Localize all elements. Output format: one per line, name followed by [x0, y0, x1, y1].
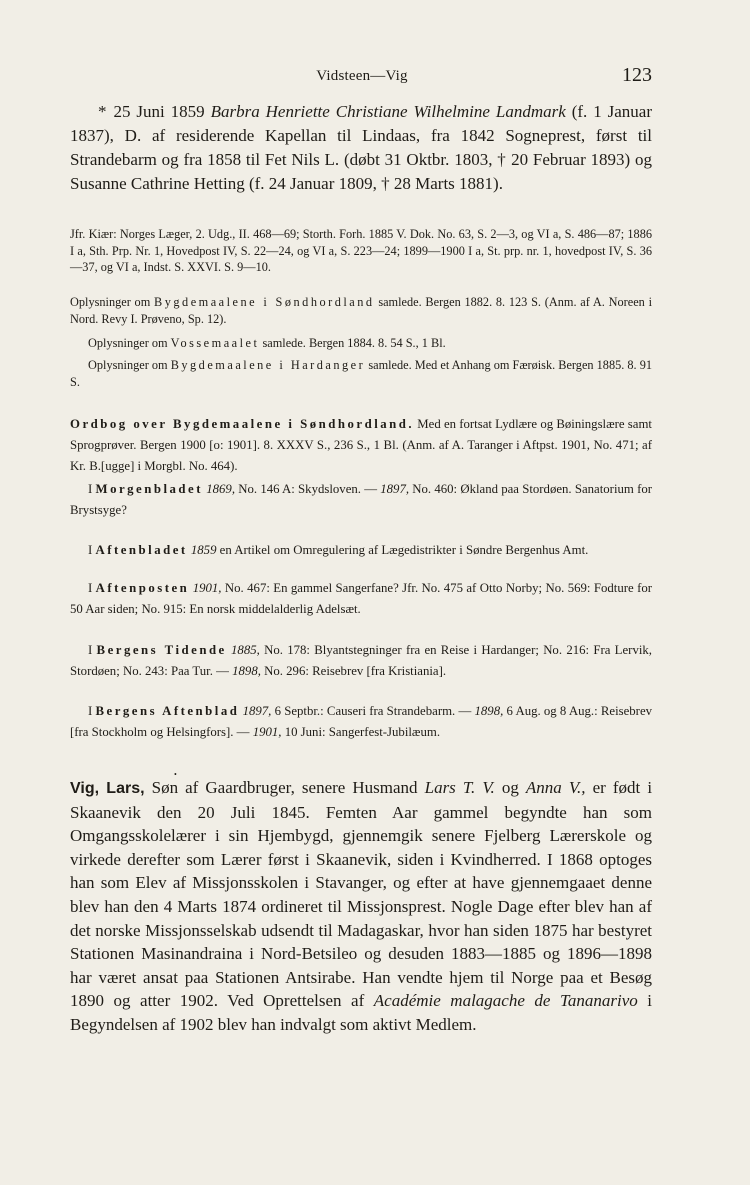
entry-name: Vig, Lars, [70, 780, 145, 797]
ref-spaced-title: Vossemaalet [170, 336, 260, 350]
ref-year: 1897, [242, 704, 272, 718]
ref-prefix: I [88, 482, 93, 496]
mother-name: Anna V., [525, 778, 586, 797]
ref-details: samlede. Med et Anhang om Færøisk. Bergen 1885. 8. 91 S. [70, 358, 652, 389]
ref-morgenbladet [70, 479, 652, 521]
ref-details: No. 467: En gammel Sangerfane? Jfr. No. 475 af Otto Norby; No. 569: Fodture for 50 Aar siden; No. 915: En norsk middelalderlig Adelsæt. [70, 581, 653, 616]
ref-year: 1898, [474, 704, 504, 718]
birth-marker: * [98, 102, 108, 121]
ref-details: No. 460: Økland paa Stordøen. Sanatorium for Brystsyge? [70, 482, 652, 517]
newspaper-name: Bergens Aftenblad [95, 704, 240, 718]
ref-details: 6 Septbr.: Causeri fra Strandebarm. — [274, 704, 472, 718]
ref-prefix: I [88, 543, 93, 557]
ref-details: 10 Juni: Sangerfest-Jubilæum. [284, 725, 441, 739]
ref-prefix: I [88, 643, 93, 657]
vidsteen-marriage-paragraph [70, 100, 652, 196]
birth-date: 25 Juni 1859 [113, 102, 205, 121]
page-header [72, 64, 652, 90]
ref-prefix: Oplysninger om [70, 295, 151, 309]
ref-year: 1897, [380, 482, 410, 496]
ref-prefix: Oplysninger om [88, 358, 168, 372]
ref-spaced-title: Bygdemaalene i Hardanger [170, 358, 366, 372]
running-title: Vidsteen—Vig [316, 68, 408, 84]
ref-details: samlede. Bergen 1884. 8. 54 S., 1 Bl. [262, 336, 446, 350]
ref-year: 1901, [192, 581, 222, 595]
ref-bergens-aftenblad [70, 701, 652, 743]
ref-prefix: Oplysninger om [88, 336, 168, 350]
newspaper-name: Bergens Tidende [96, 643, 227, 657]
wife-details: (f. 1 Januar 1837), D. af residerende Kapellan til Lindaas, fra 1842 Sogneprest, først til Strandebarm og fra 1858 til Fet Nils L. (døbt 31 Oktbr. 1803, † 20 Februar 1893) og Susanne Cathrine Hetting (f. 24 Januar 1809, † 28 Marts 1881). [70, 102, 653, 193]
ref-year: 1901, [252, 725, 282, 739]
newspaper-name: Morgenbladet [95, 482, 203, 496]
ref-oplysninger-1 [70, 294, 652, 327]
entry-text: i Begyndelsen af 1902 blev han indvalgt som aktivt Medlem. [70, 991, 652, 1034]
ref-year: 1859 [190, 543, 217, 557]
wife-name: Barbra Henriette Christiane Wilhelmine Landmark [210, 102, 566, 121]
ref-jfr: Jfr. Kiær: Norges Læger, 2. Udg., II. 468—69; Storth. Forh. 1885 V. Dok. No. 63, S. 2—3, og VI a, S. 486—87; 1886 I a, Sth. Prp. Nr. 1, Hovedpost IV, S. 22—24, og VI a, S. 223—24; 1899—1900 I a, St. prp. nr. 1, hovedpost IV, S. 36—37, og VI a, Indst. S. XXVI. S. 9—10. [70, 227, 652, 274]
separator-bullet: • [174, 770, 177, 779]
ref-details: samlede. Bergen 1882. 8. 123 S. (Anm. af A. Noreen i Nord. Revy I. Prøveno, Sp. 12). [70, 295, 652, 326]
newspaper-name: Aftenbladet [95, 543, 188, 557]
ref-prefix: I [88, 581, 93, 595]
ref-aftenbladet [70, 540, 652, 561]
ref-year: 1898, [232, 664, 261, 678]
ref-prefix: I [88, 704, 93, 718]
ref-details: en Artikel om Omregulering af Lægedistrikter i Søndre Bergenhus Amt. [219, 543, 589, 557]
ref-details: No. 178: Blyantstegninger fra en Reise i Hardanger; No. 216: Fra Lervik, Stordøen; No. 243: Paa Tur. — [70, 643, 652, 678]
ref-aftenposten [70, 578, 652, 620]
entry-text: er født i Skaanevik den 20 Juli 1845. Femten Aar gammel begyndte han som Omgangsskolelærer i sin Hjembygd, gjennemgik senere Fjelberg Lærerskole og virkede derefter som Lærer først i Skaanevik, siden i Kvindherred. I 1868 optoges han som Elev af Missjonsskolen i Stavanger, og efter at have gjennemgaaet denne blev han den 4 Marts 1874 ordineret til Missjonsprest. Nogle Dage efter blev han af det norske Missjonsselskab udsendt til Madagaskar, hvor han siden 1875 har bestyret Stationen Masinandraina i Nord-Betsileo og desuden 1883—1885 og 1896—1898 har været ansat paa Stationen Antsirabe. Han vendte hjem til Norge paa et Besøg 1890 og atter 1902. Ved Oprettelsen af [70, 778, 653, 1011]
father-name: Lars T. V. [424, 778, 495, 797]
vig-entry-paragraph [70, 776, 652, 1037]
newspaper-name: Aftenposten [95, 581, 190, 595]
ref-details: No. 146 A: Skydsloven. — [238, 482, 378, 496]
entry-text: og [501, 778, 519, 797]
entry-text: Søn af Gaardbruger, senere Husmand [151, 778, 418, 797]
ref-bergens-tidende [70, 640, 652, 682]
academy-name: Académie malagache de Tananarivo [373, 991, 638, 1011]
ref-year: 1885, [231, 643, 260, 657]
ref-details: 6 Aug. og 8 Aug.: Reisebrev [fra Stockholm og Helsingfors]. — [70, 704, 653, 739]
ref-details: Med en fortsat Lydlære og Bøiningslære samt Sprogprøver. Bergen 1900 [o: 1901]. 8. XXXV S., 236 S., 1 Bl. (Anm. af A. Taranger i Aftpst. 1901, No. 471; af Kr. B.[ugge] i Morgbl. No. 464). [70, 417, 652, 473]
ref-spaced-title: Bygdemaalene i Søndhordland [154, 295, 375, 309]
ref-ordbog [70, 414, 652, 477]
ref-oplysninger-2 [70, 335, 652, 352]
ref-oplysninger-3 [70, 357, 652, 390]
ref-spaced-title: Ordbog over Bygdemaalene i Søndhordland. [70, 417, 415, 431]
ref-details: No. 296: Reisebrev [fra Kristiania]. [264, 664, 447, 678]
ref-year: 1869, [206, 482, 236, 496]
page-number: 123 [622, 64, 652, 86]
